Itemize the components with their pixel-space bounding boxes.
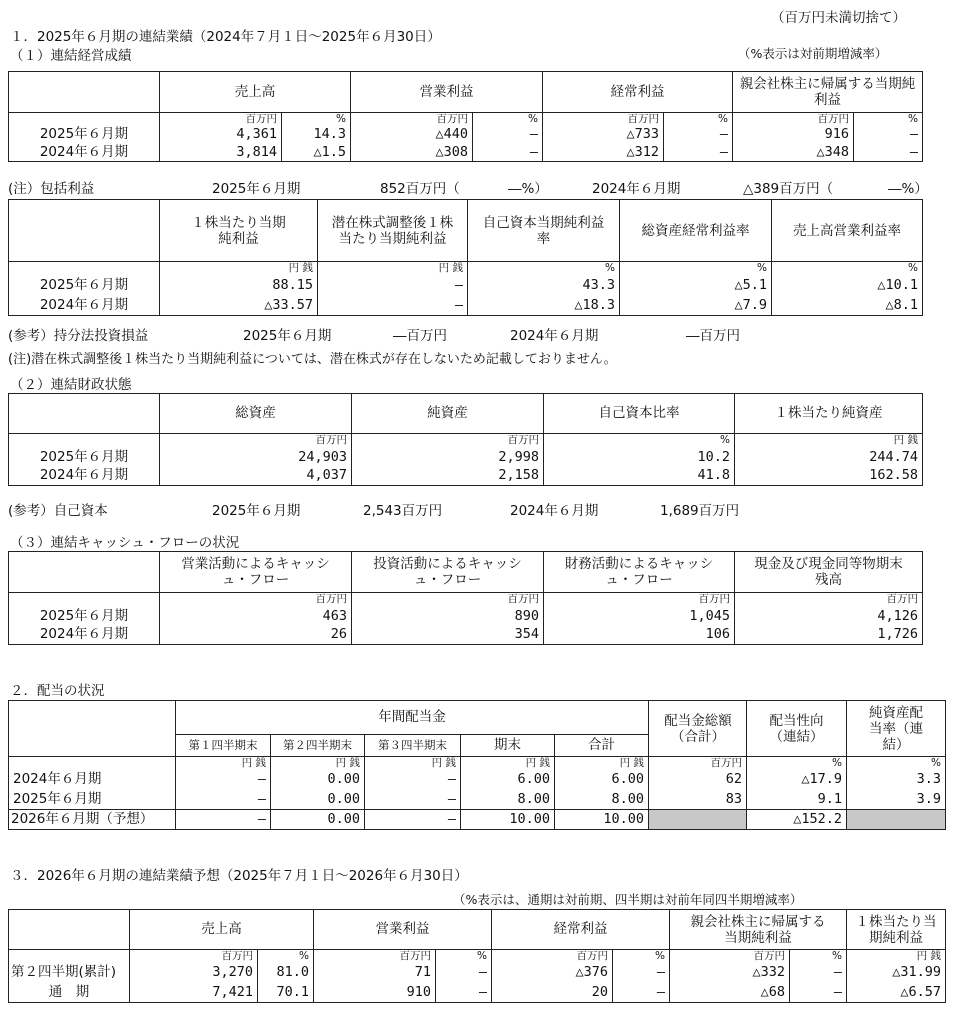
period-label: 2024年６月期 <box>592 181 681 197</box>
cell: 88.15 <box>160 276 318 296</box>
diluted-eps-note: (注)潜在株式調整後１株当たり当期純利益については、潜在株式が存在しないため記載しておりません。 <box>8 352 617 367</box>
row-label: 2025年６月期 <box>9 790 176 810</box>
shaded-cell <box>649 810 747 830</box>
cell: 71 <box>314 963 436 983</box>
forecast-table <box>8 909 946 1003</box>
per-share-table <box>8 199 923 316</box>
cell: 7,421 <box>130 983 258 1003</box>
section-1-note: （%表示は対前期増減率） <box>738 46 888 61</box>
comprehensive-income-label: (注）包括利益 <box>8 181 95 197</box>
row-label: 2025年６月期 <box>9 276 160 296</box>
cell: 8.00 <box>461 790 555 810</box>
cell: △152.2 <box>747 810 847 830</box>
cell: △10.1 <box>772 276 923 296</box>
unit-cell: 円 銭 <box>365 757 461 770</box>
header-ordinary-income: 経常利益 <box>492 910 670 950</box>
unit-cell: 円 銭 <box>160 262 318 276</box>
header-sales: 売上高 <box>130 910 314 950</box>
cell: 83 <box>649 790 747 810</box>
unit-cell: 百万円 <box>733 113 854 126</box>
period-label: 2025年６月期 <box>212 181 301 197</box>
unit-cell: 百万円 <box>160 113 282 126</box>
comprehensive-income-pct: ―%） <box>508 181 548 197</box>
cell: 4,037 <box>160 467 352 486</box>
header-roa: 総資産経常利益率 <box>620 200 772 262</box>
cell: ― <box>176 810 271 830</box>
comprehensive-income-value: △389百万円（ <box>743 181 834 197</box>
cell: △1.5 <box>282 144 351 162</box>
cell: △733 <box>543 126 664 144</box>
cell: 354 <box>352 626 544 645</box>
unit-cell: 円 銭 <box>735 434 923 448</box>
cell: △33.57 <box>160 296 318 316</box>
cell: 43.3 <box>468 276 620 296</box>
cell: 162.58 <box>735 467 923 486</box>
header-diluted-eps: 潜在株式調整後１株当たり当期純利益 <box>318 200 468 262</box>
cell: 3.9 <box>847 790 946 810</box>
cell: △348 <box>733 144 854 162</box>
table-row <box>9 276 923 296</box>
unit-cell: % <box>847 757 946 770</box>
unit-cell: 百万円 <box>649 757 747 770</box>
header-roe: 自己資本当期純利益率 <box>468 200 620 262</box>
equity-method-value: ―百万円 <box>686 328 740 344</box>
cell: ― <box>176 790 271 810</box>
cell: 3,814 <box>160 144 282 162</box>
cell: 4,361 <box>160 126 282 144</box>
cell: 910 <box>314 983 436 1003</box>
unit-cell: 百万円 <box>735 593 923 607</box>
cell: 3.3 <box>847 770 946 790</box>
period-label: 2025年６月期 <box>212 503 301 519</box>
header-q2: 第２四半期末 <box>271 735 365 757</box>
cell: ― <box>365 810 461 830</box>
equity-label: (参考）自己資本 <box>8 503 108 519</box>
unit-cell: 百万円 <box>492 950 613 963</box>
unit-cell: % <box>468 262 620 276</box>
section-3-title: （３）連結キャッシュ・フローの状況 <box>10 535 240 551</box>
table-row <box>9 144 923 162</box>
header-operating-income: 営業利益 <box>314 910 492 950</box>
cell: 8.00 <box>555 790 649 810</box>
unit-cell: 円 銭 <box>461 757 555 770</box>
row-label: 通 期 <box>9 983 130 1003</box>
cell: 2,998 <box>352 448 544 467</box>
forecast-note: （%表示は、通期は対前期、四半期は対前年同四半期増減率） <box>453 892 803 907</box>
unit-note: （百万円未満切捨て） <box>771 10 906 26</box>
unit-cell: 円 銭 <box>271 757 365 770</box>
financial-position-table <box>8 393 923 486</box>
period-label: 2025年６月期 <box>243 328 332 344</box>
unit-cell: 円 銭 <box>847 950 946 963</box>
cell: 1,045 <box>544 607 735 626</box>
cell: 106 <box>544 626 735 645</box>
table-row <box>9 810 946 830</box>
equity-method-value: ―百万円 <box>393 328 447 344</box>
cell: 81.0 <box>258 963 314 983</box>
equity-value: 1,689百万円 <box>660 503 740 519</box>
unit-cell: % <box>772 262 923 276</box>
unit-cell: % <box>544 434 735 448</box>
unit-cell: % <box>790 950 847 963</box>
cell: 70.1 <box>258 983 314 1003</box>
equity-value: 2,543百万円 <box>363 503 443 519</box>
header-operating-cf: 営業活動によるキャッシュ・フロー <box>160 552 352 593</box>
header-dividend-ratio: 純資産配当率（連結） <box>847 701 946 757</box>
table-row <box>9 126 923 144</box>
cell: 3,270 <box>130 963 258 983</box>
header-op-margin: 売上高営業利益率 <box>772 200 923 262</box>
cell: ― <box>176 770 271 790</box>
cell: ― <box>318 276 468 296</box>
cell: ― <box>318 296 468 316</box>
header-eps: １株当たり当期純利益 <box>847 910 946 950</box>
equity-method-label: (参考）持分法投資損益 <box>8 328 149 344</box>
cell: △6.57 <box>847 983 946 1003</box>
table-row <box>9 983 946 1003</box>
cell: 9.1 <box>747 790 847 810</box>
header-net-income: 親会社株主に帰属する当期純利益 <box>733 72 923 113</box>
unit-cell: 百万円 <box>160 593 352 607</box>
unit-cell: % <box>282 113 351 126</box>
period-label: 2024年６月期 <box>510 503 599 519</box>
period-label: 2024年６月期 <box>510 328 599 344</box>
header-sales: 売上高 <box>160 72 351 113</box>
header-year-end: 期末 <box>461 735 555 757</box>
header-annual-dividend: 年間配当金 <box>176 701 649 735</box>
cell: 41.8 <box>544 467 735 486</box>
heading-1: １．2025年６月期の連結業績（2024年７月１日～2025年６月30日） <box>10 29 441 45</box>
row-label: 2025年６月期 <box>9 448 160 467</box>
cell: 890 <box>352 607 544 626</box>
row-label: 2025年６月期 <box>9 607 160 626</box>
unit-cell: 百万円 <box>544 593 735 607</box>
cell: 10.00 <box>461 810 555 830</box>
header-ordinary-income: 経常利益 <box>543 72 733 113</box>
table-row <box>9 607 923 626</box>
unit-cell: 百万円 <box>352 593 544 607</box>
cell: △8.1 <box>772 296 923 316</box>
row-label: 2024年６月期 <box>9 296 160 316</box>
cell: 0.00 <box>271 810 365 830</box>
cell: △5.1 <box>620 276 772 296</box>
header-net-assets: 純資産 <box>352 394 544 434</box>
table-row <box>9 790 946 810</box>
table-row <box>9 296 923 316</box>
header-equity-ratio: 自己資本比率 <box>544 394 735 434</box>
cell: △17.9 <box>747 770 847 790</box>
table-row <box>9 770 946 790</box>
cell: 2,158 <box>352 467 544 486</box>
unit-cell: 百万円 <box>670 950 790 963</box>
cell: 62 <box>649 770 747 790</box>
cell: ― <box>436 963 492 983</box>
row-label: 2024年６月期 <box>9 770 176 790</box>
cell: ― <box>365 770 461 790</box>
header-total-assets: 総資産 <box>160 394 352 434</box>
cell: ― <box>854 144 923 162</box>
section-1-title: （１）連結経営成績 <box>10 48 132 64</box>
cell: 0.00 <box>271 770 365 790</box>
unit-cell: 百万円 <box>314 950 436 963</box>
unit-cell: 百万円 <box>351 113 473 126</box>
cell: 10.00 <box>555 810 649 830</box>
cell: 916 <box>733 126 854 144</box>
cell: △312 <box>543 144 664 162</box>
operating-results-table <box>8 71 923 162</box>
unit-cell: % <box>854 113 923 126</box>
unit-cell: 百万円 <box>352 434 544 448</box>
cell: △68 <box>670 983 790 1003</box>
row-label: 2024年６月期 <box>9 626 160 645</box>
shaded-cell <box>847 810 946 830</box>
unit-cell: 百万円 <box>543 113 664 126</box>
cell: ― <box>473 144 543 162</box>
header-eps: １株当たり当期純利益 <box>160 200 318 262</box>
cell: ― <box>436 983 492 1003</box>
header-cash-end: 現金及び現金同等物期末残高 <box>735 552 923 593</box>
header-q1: 第１四半期末 <box>176 735 271 757</box>
table-row <box>9 467 923 486</box>
cell: 4,126 <box>735 607 923 626</box>
section-2-title: （２）連結財政状態 <box>10 377 132 393</box>
cell: △440 <box>351 126 473 144</box>
comprehensive-income-value: 852百万円（ <box>380 181 460 197</box>
unit-cell: % <box>747 757 847 770</box>
unit-cell: 円 銭 <box>176 757 271 770</box>
cell: 14.3 <box>282 126 351 144</box>
cell: 26 <box>160 626 352 645</box>
cell: ― <box>664 126 733 144</box>
unit-cell: % <box>613 950 670 963</box>
header-financing-cf: 財務活動によるキャッシュ・フロー <box>544 552 735 593</box>
cell: 244.74 <box>735 448 923 467</box>
row-label: 2025年６月期 <box>9 126 160 144</box>
cell: 6.00 <box>461 770 555 790</box>
heading-3: ３．2026年６月期の連結業績予想（2025年７月１日～2026年６月30日） <box>10 868 468 884</box>
cell: 463 <box>160 607 352 626</box>
unit-cell: 円 銭 <box>318 262 468 276</box>
cell: 0.00 <box>271 790 365 810</box>
heading-2: ２．配当の状況 <box>10 683 105 699</box>
header-payout-ratio: 配当性向（連結） <box>747 701 847 757</box>
cell: 1,726 <box>735 626 923 645</box>
cell: ― <box>790 983 847 1003</box>
unit-cell: % <box>258 950 314 963</box>
cell: 24,903 <box>160 448 352 467</box>
header-net-income: 親会社株主に帰属する当期純利益 <box>670 910 847 950</box>
header-bps: １株当たり純資産 <box>735 394 923 434</box>
cell: 6.00 <box>555 770 649 790</box>
unit-cell: 百万円 <box>160 434 352 448</box>
cell: 10.2 <box>544 448 735 467</box>
table-row <box>9 626 923 645</box>
header-total: 合計 <box>555 735 649 757</box>
header-operating-income: 営業利益 <box>351 72 543 113</box>
unit-cell: % <box>620 262 772 276</box>
unit-cell: 百万円 <box>130 950 258 963</box>
cell: ― <box>613 963 670 983</box>
cell: 20 <box>492 983 613 1003</box>
cell: ― <box>365 790 461 810</box>
cell: △376 <box>492 963 613 983</box>
cell: △7.9 <box>620 296 772 316</box>
comprehensive-income-pct: ―%） <box>888 181 928 197</box>
table-row <box>9 448 923 467</box>
cell: △31.99 <box>847 963 946 983</box>
row-label: 第２四半期(累計) <box>9 963 130 983</box>
header-q3: 第３四半期末 <box>365 735 461 757</box>
row-label: 2024年６月期 <box>9 144 160 162</box>
cell: ― <box>664 144 733 162</box>
table-row <box>9 963 946 983</box>
header-investing-cf: 投資活動によるキャッシュ・フロー <box>352 552 544 593</box>
cell: ― <box>613 983 670 1003</box>
unit-cell: 円 銭 <box>555 757 649 770</box>
cash-flow-table <box>8 551 923 645</box>
row-label: 2026年６月期（予想） <box>9 810 176 830</box>
unit-cell: % <box>664 113 733 126</box>
dividends-table <box>8 700 946 830</box>
cell: △308 <box>351 144 473 162</box>
header-blank <box>9 72 160 113</box>
cell: △18.3 <box>468 296 620 316</box>
cell: ― <box>473 126 543 144</box>
header-dividend-total: 配当金総額（合計） <box>649 701 747 757</box>
row-label: 2024年６月期 <box>9 467 160 486</box>
unit-cell: % <box>473 113 543 126</box>
cell: △332 <box>670 963 790 983</box>
unit-cell: % <box>436 950 492 963</box>
cell: ― <box>854 126 923 144</box>
cell: ― <box>790 963 847 983</box>
